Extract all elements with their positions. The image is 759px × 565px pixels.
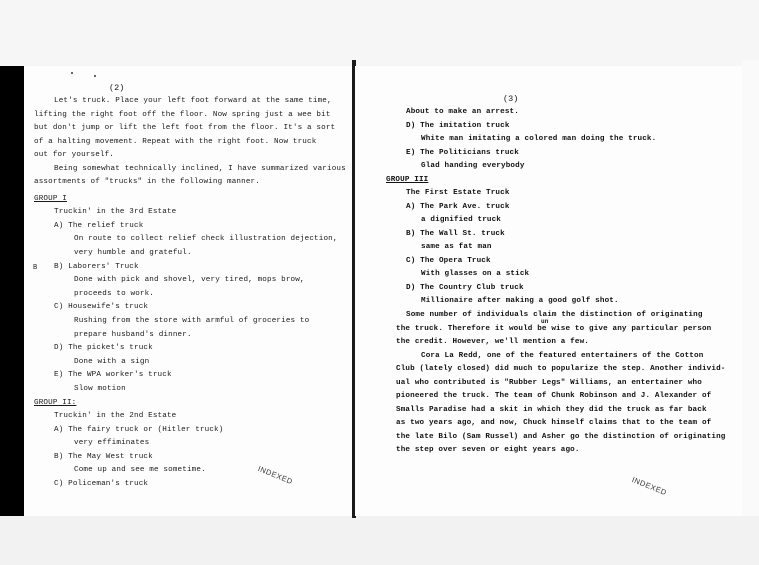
text-line: Truckin' in the 2nd Estate xyxy=(54,412,177,420)
text-line: prepare husband's dinner. xyxy=(74,331,192,339)
text-line: A) The Park Ave. truck xyxy=(406,203,510,211)
page-number: (2) xyxy=(109,83,125,93)
text-line: E) The Politicians truck xyxy=(406,149,519,157)
text-line: With glasses on a stick xyxy=(421,270,530,278)
text-line: Club (lately closed) did much to popularize the step. Another individ- xyxy=(396,365,726,373)
text-line: of a halting movement. Repeat with the right foot. Now truck xyxy=(34,138,317,146)
text-line: lifting the right foot off the floor. Now spring just a wee bit xyxy=(34,111,331,119)
text-line: White man imitating a colored man doing the truck. xyxy=(421,135,657,143)
scan-right-margin xyxy=(742,60,759,516)
text-line: same as fat man xyxy=(421,243,492,251)
text-line: Rushing from the store with armful of groceries to xyxy=(74,317,310,325)
text-line: very humble and grateful. xyxy=(74,249,192,257)
text-line: the credit. However, we'll mention a few. xyxy=(396,338,589,346)
text-line: B) The Wall St. truck xyxy=(406,230,505,238)
text-line: C) The Opera Truck xyxy=(406,257,491,265)
text-line: D) The imitation truck xyxy=(406,122,510,130)
text-line: Done with a sign xyxy=(74,358,150,366)
text-line: Cora La Redd, one of the featured entertainers of the Cotton xyxy=(421,352,704,360)
text-line: D) The Country Club truck xyxy=(406,284,524,292)
speck xyxy=(94,75,96,77)
right-page xyxy=(355,66,742,516)
margin-mark: B xyxy=(33,264,38,272)
scan-background-bottom xyxy=(0,516,759,565)
text-line: very effiminates xyxy=(74,439,150,447)
text-line: Being somewhat technically inclined, I have summarized various xyxy=(54,165,346,173)
text-line: The First Estate Truck xyxy=(406,189,510,197)
text-line: Come up and see me sometime. xyxy=(74,466,206,474)
text-line: Smalls Paradise had a skit in which they did the truck as far back xyxy=(396,406,707,414)
interlinear-insert: un xyxy=(541,318,549,325)
group-heading: GROUP II: xyxy=(34,399,77,407)
indexed-stamp: INDEXED xyxy=(256,464,295,487)
text-line: D) The picket's truck xyxy=(54,344,153,352)
text-line: B) Laborers' Truck xyxy=(54,263,139,271)
text-line: C) Policeman's truck xyxy=(54,480,149,488)
group-heading: GROUP I xyxy=(34,195,67,203)
text-line: A) The relief truck xyxy=(54,222,144,230)
text-line: the late Bilo (Sam Russel) and Asher go the distinction of originating xyxy=(396,433,726,441)
text-line: Glad handing everybody xyxy=(421,162,525,170)
text-line: E) The WPA worker's truck xyxy=(54,371,172,379)
text-line: as two years ago, and now, Chuck himself claims that to the team of xyxy=(396,419,712,427)
text-line: pioneered the truck. The team of Chunk Robinson and J. Alexander of xyxy=(396,392,712,400)
scan-background-top xyxy=(0,0,759,66)
text-line: Millionaire after making a good golf shot. xyxy=(421,297,619,305)
text-line: the truck. Therefore it would be wise to give any particular person xyxy=(396,325,712,333)
text-line: On route to collect relief check illustration dejection, xyxy=(74,235,338,243)
text-line: Some number of individuals claim the distinction of originating xyxy=(406,311,703,319)
left-page xyxy=(24,66,354,516)
scan-left-border xyxy=(0,66,24,516)
text-line: ual who contributed is "Rubber Legs" Williams, an entertainer who xyxy=(396,379,702,387)
text-line: assortments of "trucks" in the following manner. xyxy=(34,178,260,186)
text-line: out for yourself. xyxy=(34,151,115,159)
text-line: Let's truck. Place your left foot forward at the same time, xyxy=(54,97,332,105)
text-line: Slow motion xyxy=(74,385,126,393)
text-line: B) The May West truck xyxy=(54,453,153,461)
text-line: Done with pick and shovel, very tired, mops brow, xyxy=(74,276,305,284)
text-line: A) The fairy truck or (Hitler truck) xyxy=(54,426,224,434)
text-line: About to make an arrest. xyxy=(406,108,519,116)
text-line: C) Housewife's truck xyxy=(54,303,149,311)
indexed-stamp: INDEXED xyxy=(630,475,669,498)
text-line: proceeds to work. xyxy=(74,290,155,298)
text-line: but don't jump or lift the left foot from the floor. It's a sort xyxy=(34,124,336,132)
speck xyxy=(71,72,73,74)
text-line: Truckin' in the 3rd Estate xyxy=(54,208,177,216)
text-line: the step over seven or eight years ago. xyxy=(396,446,580,454)
group-heading: GROUP III xyxy=(386,176,429,184)
text-line: a dignified truck xyxy=(421,216,502,224)
page-number: (3) xyxy=(503,94,519,104)
